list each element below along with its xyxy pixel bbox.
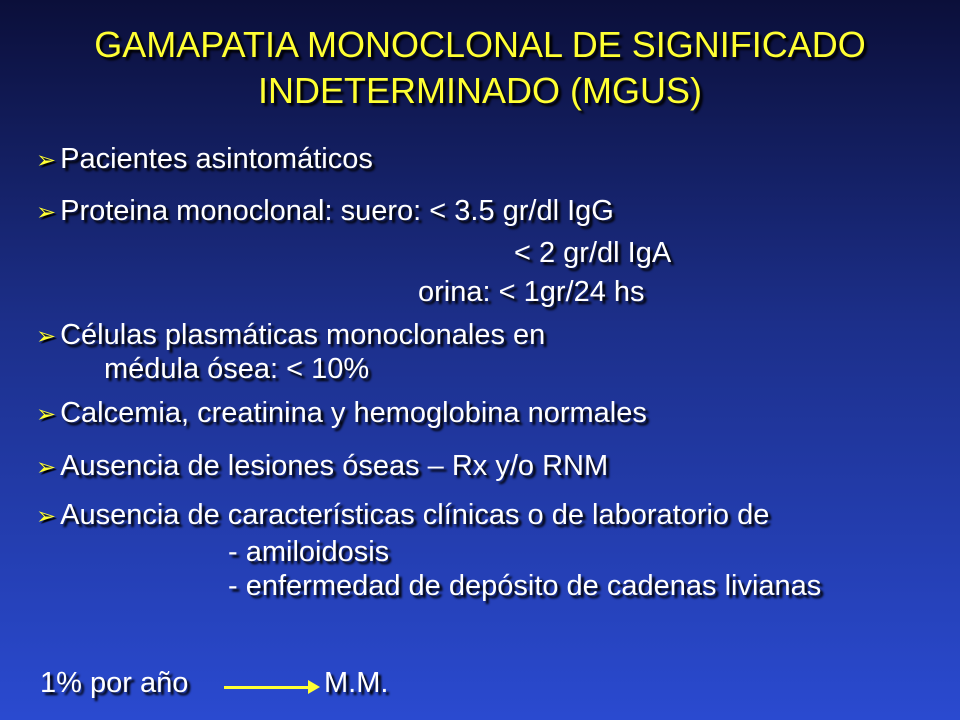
bullet-text: Ausencia de características clínicas o de laboratorio de bbox=[60, 499, 770, 531]
arrow-bullet-icon: ➢ bbox=[36, 503, 57, 530]
arrow-bullet-icon: ➢ bbox=[36, 323, 57, 350]
arrow-right-icon bbox=[224, 686, 310, 689]
bullet-text: Proteina monoclonal: suero: < 3.5 gr/dl IgG bbox=[60, 195, 614, 227]
bullet-text: Calcemia, creatinina y hemoglobina normales bbox=[60, 397, 647, 429]
bullet-text: Ausencia de lesiones óseas – Rx y/o RNM bbox=[60, 450, 609, 482]
bullet-item-6 bbox=[36, 498, 769, 534]
footer-result: M.M. bbox=[324, 667, 389, 699]
bullet-item-6-cont-1: - amiloidosis bbox=[228, 536, 390, 568]
bullet-item-3-cont-1: médula ósea: < 10% bbox=[104, 353, 370, 385]
bullet-item-2-cont-1: < 2 gr/dl IgA bbox=[514, 237, 672, 269]
arrow-bullet-icon: ➢ bbox=[36, 147, 57, 174]
bullet-item-2 bbox=[36, 194, 614, 230]
bullet-item-1 bbox=[36, 142, 373, 178]
arrow-bullet-icon: ➢ bbox=[36, 454, 57, 481]
bullet-text: Células plasmáticas monoclonales en bbox=[60, 319, 546, 351]
bullet-text: Pacientes asintomáticos bbox=[60, 143, 373, 175]
bullet-item-2-cont-2: orina: < 1gr/24 hs bbox=[418, 276, 645, 308]
bullet-item-4 bbox=[36, 396, 647, 432]
bullet-item-5 bbox=[36, 449, 608, 485]
bullet-item-6-cont-2: - enfermedad de depósito de cadenas livianas bbox=[228, 570, 822, 602]
bullet-item-3 bbox=[36, 318, 545, 354]
arrow-bullet-icon: ➢ bbox=[36, 401, 57, 428]
arrow-bullet-icon: ➢ bbox=[36, 199, 57, 226]
title-line-1: GAMAPATIA MONOCLONAL DE SIGNIFICADO bbox=[94, 24, 866, 65]
footer-rate: 1% por año bbox=[40, 667, 189, 699]
title-line-2: INDETERMINADO (MGUS) bbox=[258, 70, 702, 111]
